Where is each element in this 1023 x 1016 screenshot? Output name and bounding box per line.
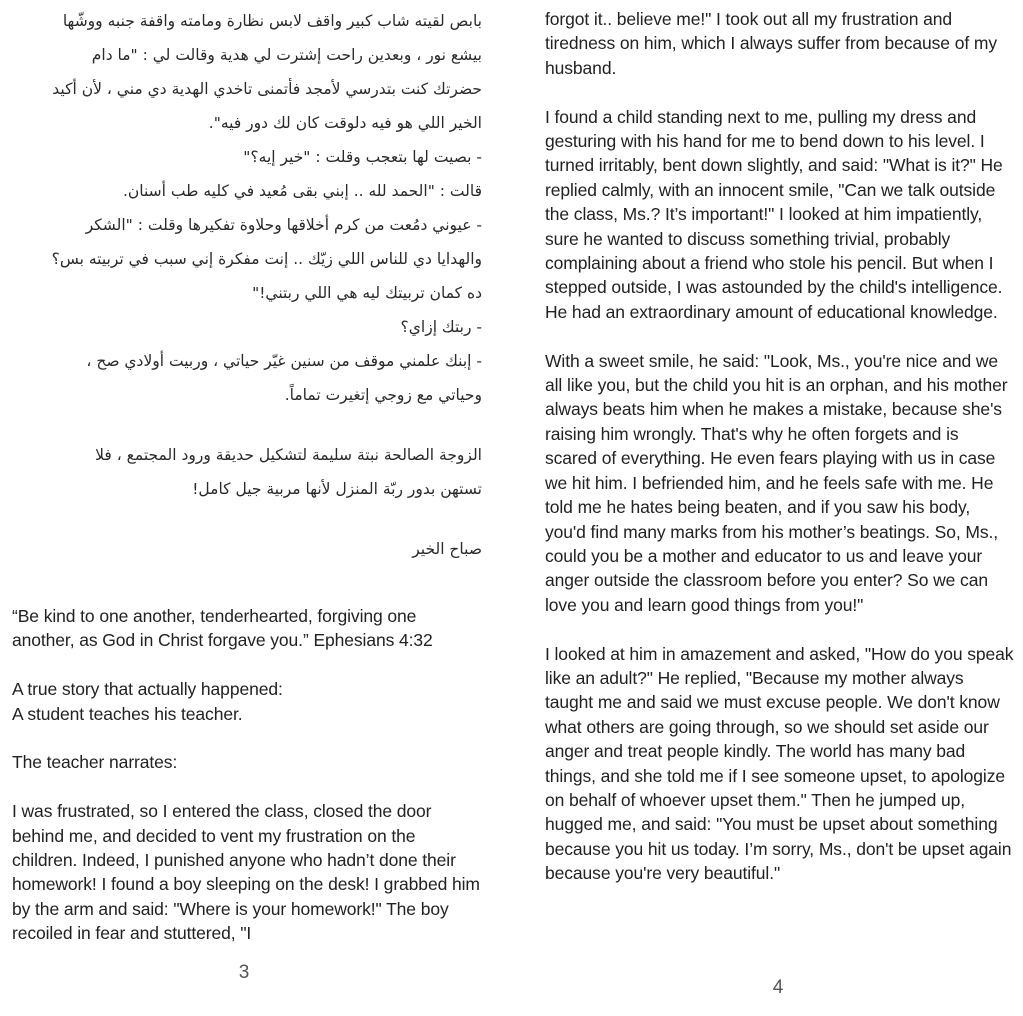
arabic-line: بيشع نور ، وبعدين راحت إشترت لي هدية وقالت لي : "ما دام (91, 46, 482, 64)
story-paragraph: With a sweet smile, he said: "Look, Ms., you're nice and we all like you, but the child you hit is an orphan, and his mother always beats him when he makes a mistake, because she's raising him wrongly. That's why he often forgets and is scared of everything. He even fears playing with us in case we hit him. I befriended him, and he feels safe with me. He told me he hates being beaten, and if you saw his body, you'd find many marks from his mother’s beatings. So, Ms., could you be a mother and educator to us and leave your anger outside the classroom before you enter? So we can love you and learn good things from you!" (545, 350, 1008, 615)
page-number: 3 (238, 962, 250, 983)
arabic-line: حضرتك كنت بتدرسي لأمجد فأتمنى تاخدي الهدية دي مني ، لأن أكيد (52, 80, 482, 98)
arabic-line: - إبنك علمني موقف من سنين غيّر حياتي ، وربيت أولادي صح ، (86, 352, 482, 370)
story-paragraph: I was frustrated, so I entered the class, closed the door behind me, and decided to vent my frustration on the children. Indeed, I punished anyone who hadn’t done their homework! I found a boy sleeping on the desk! I grabbed him by the arm and said: "Where is your homework!" The boy recoiled in fear and stuttered, "I (12, 801, 480, 944)
arabic-line: ده كمان تربيتك ليه هي اللي ربتني!" (252, 284, 482, 302)
bible-verse: “Be kind to one another, tenderhearted, forgiving one another, as God in Christ forgave you.” Ephesians 4:32 (12, 606, 433, 651)
story-paragraph: forgot it.. believe me!" I took out all my frustration and tiredness on him, which I always suffer from because of my husband. (545, 9, 997, 78)
story-intro-line-1: A true story that actually happened: (12, 679, 283, 700)
arabic-signoff: صباح الخير (412, 540, 482, 558)
paragraph-gap (12, 506, 482, 532)
story-paragraph: I found a child standing next to me, pulling my dress and gesturing with his hand for me to bend down to his level. I turned irritably, bent down slightly, and said: "What is it?" He replied calmly, with an innocent smile, "Can we talk outside the class, Ms.? It’s important!" I looked at him impatiently, sure he wanted to discuss something trivial, probably complaining about a friend who stole his pencil. But when I stepped outside, I was astounded by the child's intelligence. He had an extraordinary amount of educational knowledge. (545, 106, 1003, 322)
page-4 (545, 0, 1015, 1016)
story-paragraph: I looked at him in amazement and asked, "How do you speak like an adult?" He replied, "Because my mother always taught me and said we must excuse people. We don't know what others are going through, so we should set aside our anger and treat people kindly. The world has many bad things, and she told me if I see someone upset, to apologize on behalf of whoever upset them." Then he jumped up, hugged me, and said: "You must be upset about something because you hit us today. I’m sorry, Ms., don't be upset again because you're very beautiful." (545, 643, 1014, 884)
arabic-line: - بصيت لها بتعجب وقلت : "خير إيه؟" (243, 148, 482, 166)
arabic-line: - عيوني دمُعت من كرم أخلاقها وحلاوة تفكيرها وقلت : "الشكر (85, 216, 482, 234)
arabic-text-block (12, 4, 482, 566)
english-text-block (545, 7, 1015, 910)
paragraph-gap (12, 412, 482, 438)
arabic-line: تستهن بدور ربّة المنزل لأنها مربية جيل كامل! (192, 480, 482, 498)
story-intro (12, 677, 482, 726)
arabic-line: الزوجة الصالحة نبتة سليمة لتشكيل حديقة ورود المجتمع ، فلا (95, 446, 482, 464)
page-number: 4 (772, 977, 784, 998)
english-text-block (12, 604, 482, 970)
story-intro-line-2: A student teaches his teacher. (12, 703, 243, 724)
arabic-line: الخير اللي هو فيه دلوقت كان لك دور فيه". (208, 114, 482, 132)
arabic-line: والهدايا دي للناس اللي زيّك .. إنت مفكرة إني سبب في تربيته بس؟ (51, 250, 482, 268)
page-3 (12, 0, 482, 1016)
arabic-line: وحياتي مع زوجي إتغيرت تماماً. (284, 386, 482, 404)
arabic-line: - ربتك إزاي؟ (400, 318, 482, 336)
narrator-intro: The teacher narrates: (12, 752, 178, 773)
arabic-line: بابص لقيته شاب كبير واقف لابس نظارة ومامته واقفة جنبه ووشّها (62, 12, 482, 30)
arabic-line: قالت : "الحمد لله .. إبني بقى مُعيد في كليه طب أسنان. (122, 182, 482, 200)
